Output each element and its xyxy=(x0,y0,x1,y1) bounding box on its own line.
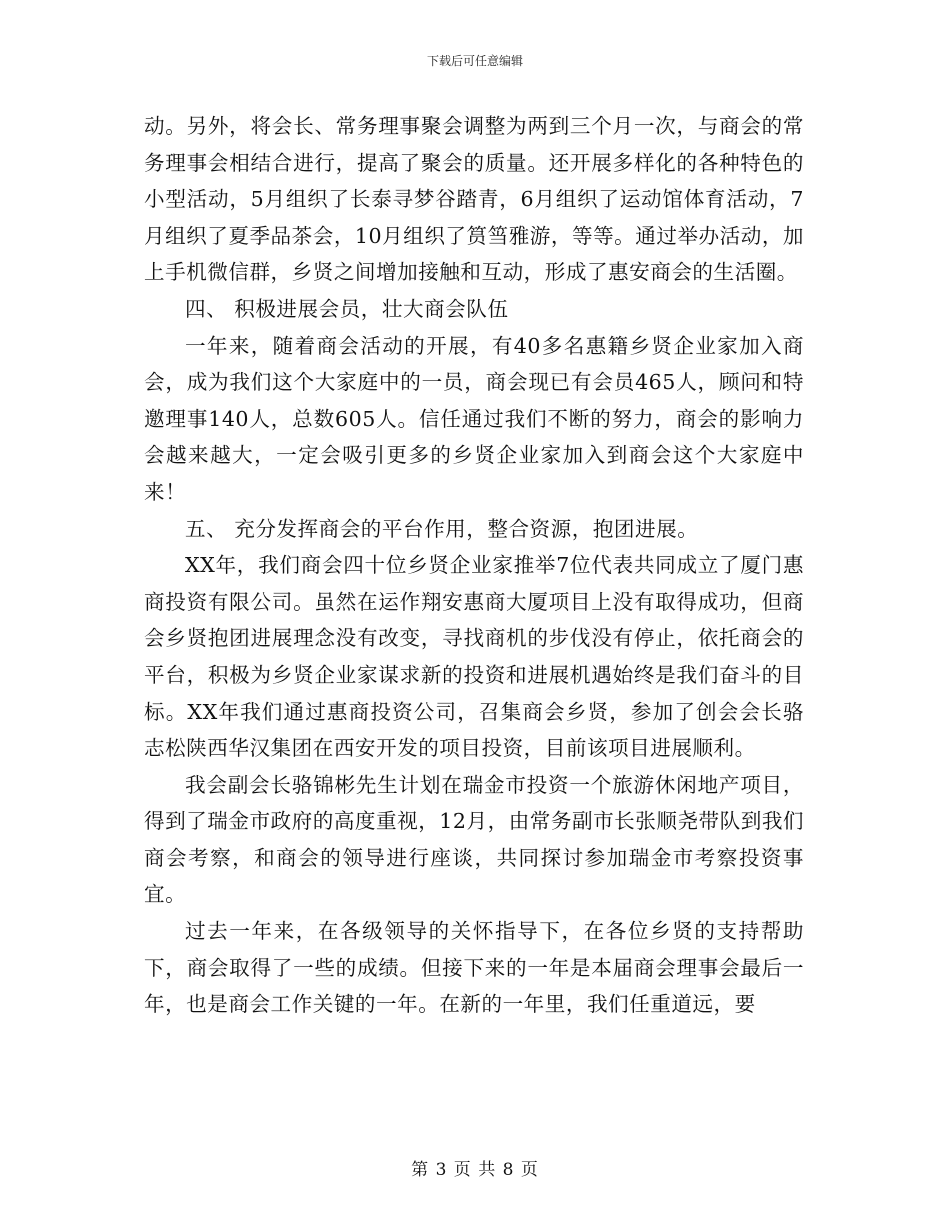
document-body xyxy=(144,108,804,1023)
paragraph-investment: XX年，我们商会四十位乡贤企业家推举7位代表共同成立了厦门惠商投资有限公司。虽然在运作翔安惠商大厦项目上没有取得成功，但商会乡贤抱团进展理念没有改变，寻找商机的步伐没有停止，依托商会的平台，积极为乡贤企业家谋求新的投资和进展机遇始终是我们奋斗的目标。XX年我们通过惠商投资公司，召集商会乡贤，参加了创会会长骆志松陕西华汉集团在西安开发的项目投资，目前该项目进展顺利。 xyxy=(144,553,804,761)
paragraph-ruijin: 我会副会长骆锦彬先生计划在瑞金市投资一个旅游休闲地产项目，得到了瑞金市政府的高度重视，12月，由常务副市长张顺尧带队到我们商会考察，和商会的领导进行座谈，共同探讨参加瑞金市考察投资事宜。 xyxy=(144,772,805,907)
section-heading-4: 四、 积极进展会员，壮大商会队伍 xyxy=(185,296,509,321)
paragraph-members: 一年来，随着商会活动的开展，有40多名惠籍乡贤企业家加入商会，成为我们这个大家庭中的一员，商会现已有会员465人，顾问和特邀理事140人，总数605人。信任通过我们不断的努力，商会的影响力会越来越大，一定会吸引更多的乡贤企业家加入到商会这个大家庭中来！ xyxy=(144,333,804,504)
paragraph-summary: 过去一年来，在各级领导的关怀指导下，在各位乡贤的支持帮助下，商会取得了一些的成绩。但接下来的一年是本届商会理事会最后一年，也是商会工作关键的一年。在新的一年里，我们任重道远，要 xyxy=(144,919,804,1017)
page-header: 下载后可任意编辑 xyxy=(426,54,523,68)
paragraph-continuation: 动。另外，将会长、常务理事聚会调整为两到三个月一次，与商会的常务理事会相结合进行，提高了聚会的质量。还开展多样化的各种特色的小型活动，5月组织了长泰寻梦谷踏青，6月组织了运动馆体育活动，7月组织了夏季品茶会，10月组织了筼筜雅游，等等。通过举办活动，加上手机微信群，乡贤之间增加接触和互动，形成了惠安商会的生活圈。 xyxy=(144,114,805,285)
page-number-footer: 第 3 页 共 8 页 xyxy=(411,1160,539,1180)
section-heading-5: 五、 充分发挥商会的平台作用，整合资源，抱团进展。 xyxy=(185,516,699,541)
